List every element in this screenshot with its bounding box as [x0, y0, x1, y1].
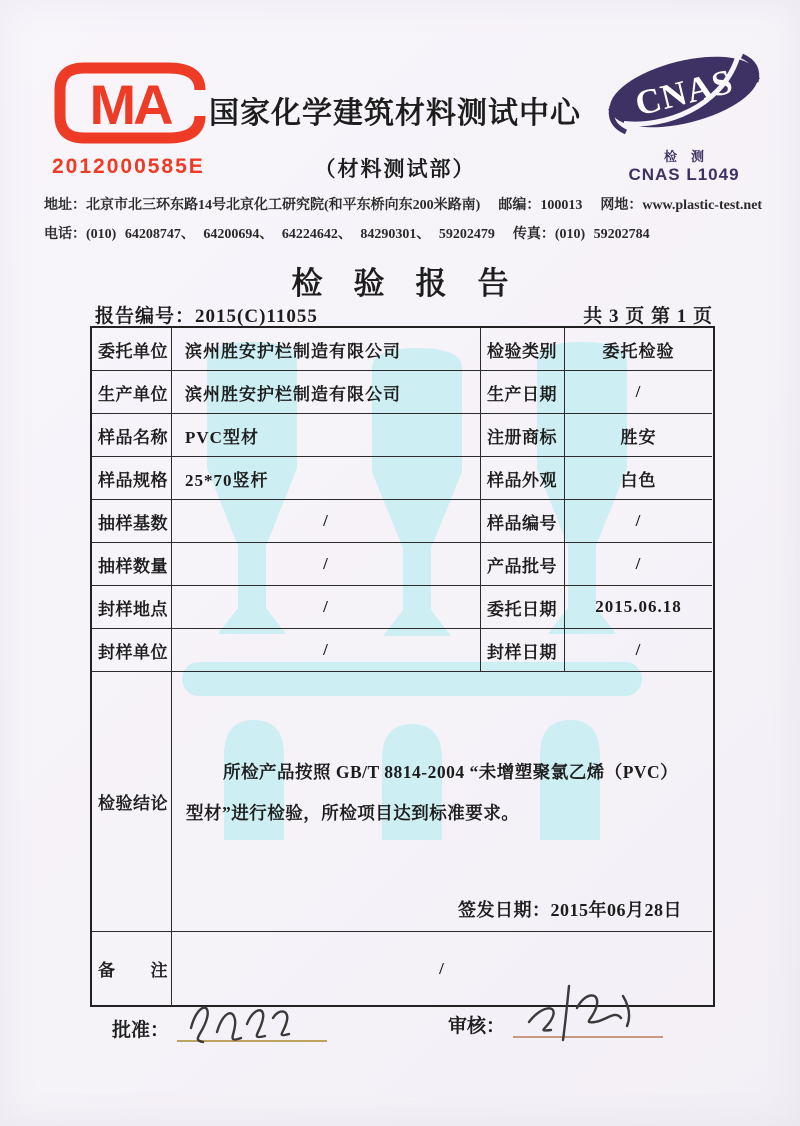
report-meta [95, 301, 713, 328]
report-title: 检 验 报 告 [291, 266, 509, 301]
address-value: 北京市北三环东路14号北京化工研究院(和平东桥向东200米路南) [86, 198, 481, 213]
conclusion-line-1: 所检产品按照 GB/T 8814-2004 “未增塑聚氯乙烯（PVC） [223, 762, 679, 782]
remark-value: / [439, 958, 445, 978]
field-value: / [172, 629, 481, 672]
phone-value: (010) 64208747、 64200694、 64224642、 84290301、 59202479 [86, 227, 495, 242]
review-signature-block [448, 1004, 663, 1038]
field-value: / [565, 629, 712, 672]
cnas-letters: CNAS [631, 61, 738, 124]
field-label: 样品规格 [92, 457, 172, 500]
cnas-tag: 检测 [663, 149, 718, 164]
postcode-label: 邮编： [498, 198, 541, 213]
contact-line-1 [44, 191, 792, 220]
review-signature-icon [519, 980, 649, 1046]
field-label: 抽样基数 [92, 500, 172, 543]
field-label: 生产日期 [481, 371, 565, 414]
issue-date: 签发日期：2015年06月28日 [458, 900, 682, 920]
website-value: www.plastic-test.net [642, 198, 763, 213]
address-label: 地址： [44, 198, 86, 213]
review-signature-line [513, 1004, 663, 1038]
org-subtitle: （材料测试部） [314, 157, 476, 181]
page-indicator: 共 3 页 第 1 页 [583, 306, 713, 327]
org-title: 国家化学建筑材料测试中心 [209, 97, 581, 130]
field-value: / [565, 543, 712, 586]
conclusion-text [186, 752, 690, 834]
field-label: 样品编号 [481, 500, 565, 543]
field-value: / [565, 500, 712, 543]
field-value: 滨州胜安护栏制造有限公司 [172, 328, 481, 371]
field-value: / [565, 371, 712, 414]
cma-mark [50, 60, 210, 179]
field-value: 胜安 [565, 414, 712, 457]
approve-signature-icon [183, 992, 303, 1050]
website-label: 网地： [600, 198, 643, 213]
cma-letters: MA [89, 73, 171, 136]
postcode-value: 100013 [540, 198, 583, 213]
field-label: 委托单位 [92, 328, 172, 371]
field-label: 封样单位 [92, 629, 172, 672]
field-label: 样品名称 [92, 414, 172, 457]
field-label: 委托日期 [481, 586, 565, 629]
contact-block [44, 191, 792, 249]
contact-line-2 [44, 220, 792, 249]
field-value: 委托检验 [565, 328, 712, 371]
approve-signature-block [112, 1008, 327, 1042]
field-label: 样品外观 [481, 457, 565, 500]
field-label: 注册商标 [481, 414, 565, 457]
approve-label: 批准： [112, 1020, 170, 1041]
field-label: 产品批号 [481, 543, 565, 586]
field-value: 2015.06.18 [565, 586, 712, 629]
field-label: 检验类别 [481, 328, 565, 371]
conclusion-line-2: 型材”进行检验，所检项目达到标准要求。 [186, 803, 520, 823]
phone-label: 电话： [44, 227, 86, 242]
field-value: PVC型材 [172, 414, 481, 457]
field-value: 滨州胜安护栏制造有限公司 [172, 371, 481, 414]
conclusion-cell [172, 672, 712, 932]
field-value: 25*70竖杆 [172, 457, 481, 500]
field-label: 抽样数量 [92, 543, 172, 586]
field-value: / [172, 543, 481, 586]
approve-signature-line [177, 1008, 327, 1042]
field-label: 封样地点 [92, 586, 172, 629]
fax-value: (010) 59202784 [554, 227, 650, 242]
cnas-mark [594, 48, 774, 185]
review-label: 审核： [448, 1016, 506, 1037]
field-value: / [172, 586, 481, 629]
field-value: / [172, 500, 481, 543]
cma-logo-icon [50, 60, 210, 146]
field-label: 封样日期 [481, 629, 565, 672]
conclusion-label: 检验结论 [92, 672, 172, 932]
field-value: 白色 [565, 457, 712, 500]
field-label: 生产单位 [92, 371, 172, 414]
sample-info-table [90, 326, 715, 1007]
cma-cert-number: 2012000585E [52, 155, 205, 178]
remark-label: 备 注 [92, 932, 172, 1005]
cnas-cert-number: CNAS L1049 [628, 165, 740, 184]
cnas-logo-icon [596, 48, 772, 140]
report-number: 报告编号：2015(C)11055 [95, 306, 318, 327]
fax-label: 传真： [512, 227, 555, 242]
